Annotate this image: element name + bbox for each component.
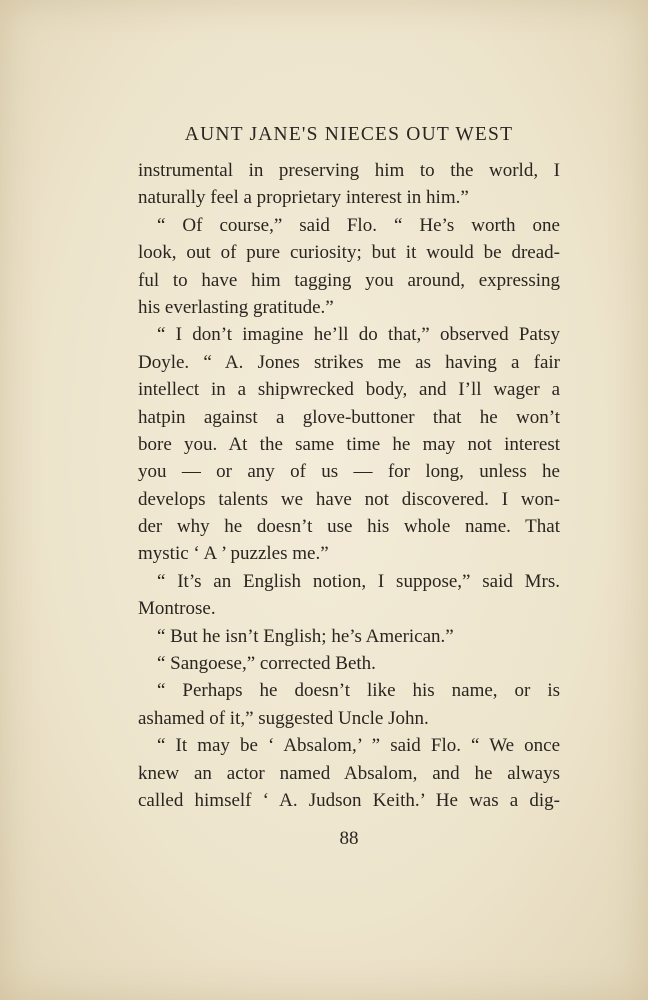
text-line: “ It may be ‘ Absalom,’ ” said Flo. “ We once (157, 735, 560, 757)
text-line: mystic ‘ A ’ puzzles me.” (138, 543, 329, 565)
text-line: called himself ‘ A. Judson Keith.’ He was a dig- (138, 789, 560, 811)
text-line: Montrose. (138, 598, 216, 620)
text-line: develops talents we have not discovered. I won- (138, 488, 560, 510)
text-line: der why he doesn’t use his whole name. That (138, 516, 560, 538)
text-line: knew an actor named Absalom, and he always (138, 762, 560, 784)
page-number: 88 (339, 828, 359, 849)
text-line: his everlasting gratitude.” (138, 296, 334, 318)
text-line: instrumental in preserving him to the world, I (138, 160, 560, 181)
text-line: “ Perhaps he doesn’t like his name, or is (157, 680, 560, 702)
text-line: “ But he isn’t English; he’s American.” (157, 625, 454, 647)
running-head: AUNT JANE'S NIECES OUT WEST (184, 124, 514, 145)
text-line: look, out of pure curiosity; but it would be dread- (138, 242, 560, 264)
text-line: intellect in a shipwrecked body, and I’ll wager a (138, 379, 560, 401)
text-line: naturally feel a proprietary interest in him.” (138, 187, 469, 209)
text-line: “ Of course,” said Flo. “ He’s worth one (157, 214, 560, 236)
text-line: “ It’s an English notion, I suppose,” said Mrs. (157, 570, 560, 592)
text-line: ashamed of it,” suggested Uncle John. (138, 707, 429, 729)
body-text (138, 157, 560, 814)
text-line: “ I don’t imagine he’ll do that,” observed Patsy (157, 324, 560, 346)
text-line: ful to have him tagging you around, expressing (138, 269, 560, 291)
text-line: Doyle. “ A. Jones strikes me as having a fair (138, 351, 560, 373)
text-line: hatpin against a glove-buttoner that he won’t (138, 406, 560, 428)
text-line: “ Sangoese,” corrected Beth. (157, 653, 376, 675)
text-line: bore you. At the same time he may not interest (138, 433, 560, 455)
text-line: you — or any of us — for long, unless he (138, 461, 560, 483)
